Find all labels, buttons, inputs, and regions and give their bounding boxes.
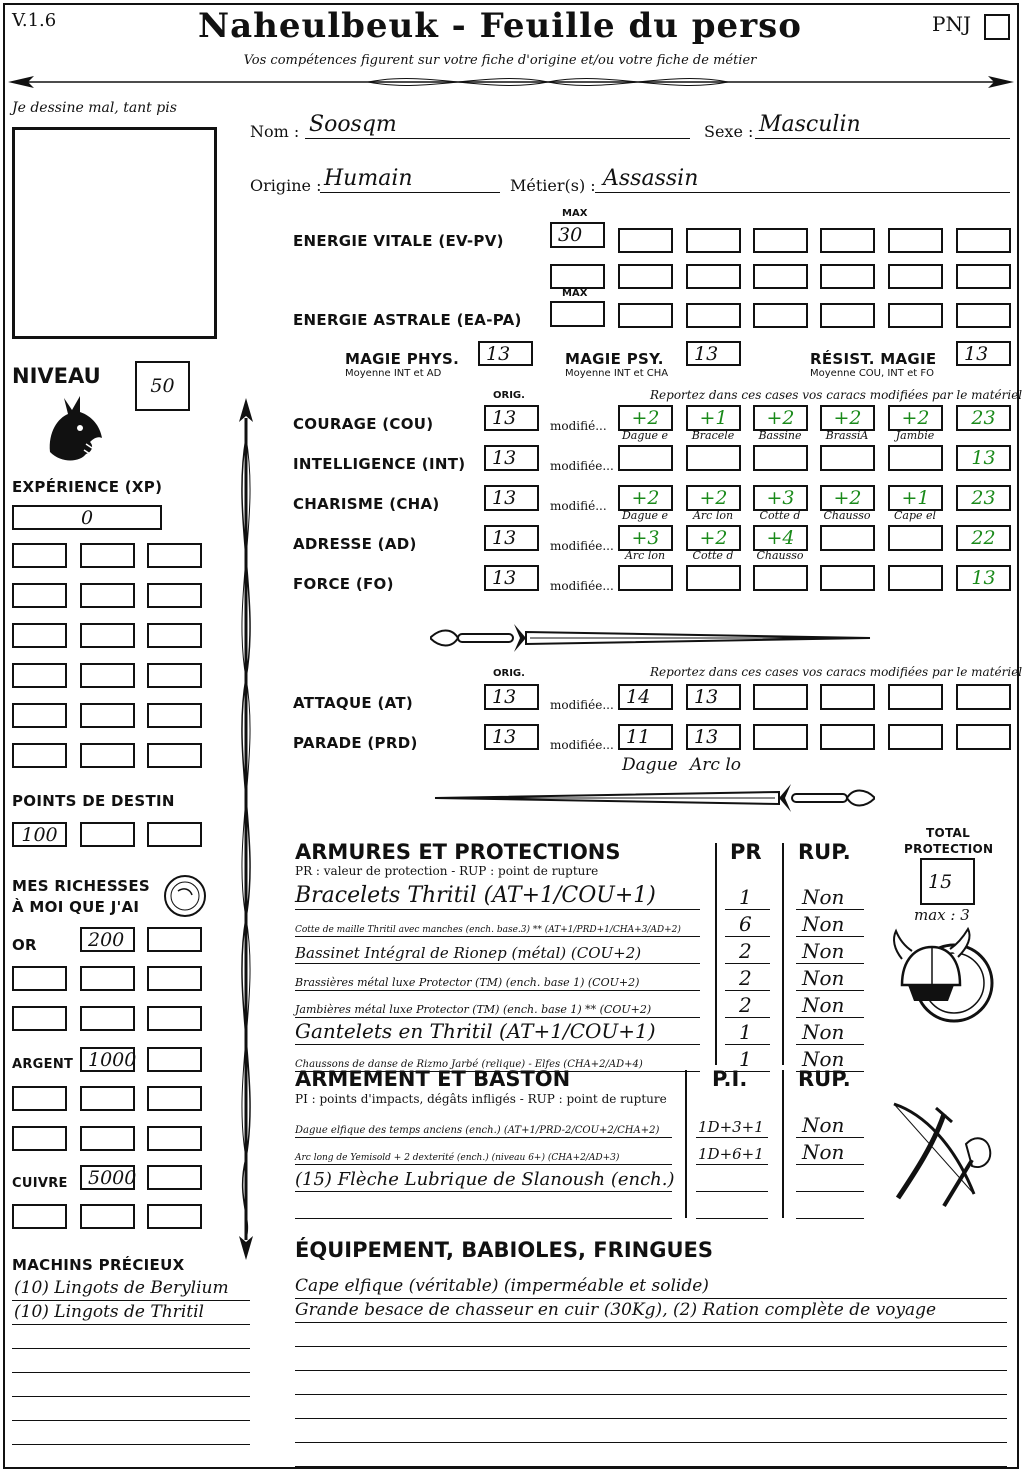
combat-mod-box-1-4[interactable]	[888, 724, 943, 750]
stat-mod-box-3-3[interactable]	[820, 525, 875, 551]
combat-mod-box-0-3[interactable]	[820, 684, 875, 710]
wealth-box-3-1[interactable]: 1000	[80, 1047, 135, 1072]
ea-track-box-1[interactable]	[618, 303, 673, 328]
stat-cap-3-2: Chausso	[756, 549, 804, 562]
destin-label: POINTS DE DESTIN	[12, 792, 175, 810]
weapon-pi-3[interactable]	[696, 1193, 768, 1219]
total-protection-label-1: TOTAL	[926, 826, 971, 840]
xp-box-0-0[interactable]	[12, 543, 67, 568]
ea-max-label: MAX	[562, 288, 588, 299]
armement-pi-header: P.I.	[712, 1067, 748, 1091]
combat-mod-box-1-1[interactable]: 13	[686, 724, 741, 750]
coin-icon	[162, 873, 208, 919]
pnj-checkbox[interactable]	[984, 14, 1010, 40]
stat-mod-box-4-0[interactable]	[618, 565, 673, 591]
stat-cap-3-0: Arc lon	[624, 549, 666, 562]
sword-icon	[430, 618, 880, 660]
ea-label: ENERGIE ASTRALE (EA-PA)	[293, 311, 522, 329]
xp-box-0-1[interactable]	[80, 543, 135, 568]
xp-box-4-0[interactable]	[12, 703, 67, 728]
stat-cap-2-3: Chausso	[823, 509, 871, 522]
stat-mod-label-1: modifiée...	[550, 459, 614, 473]
combat-report-note: Reportez dans ces cases vos caracs modifiées par le matériel	[650, 665, 1023, 679]
stat-mod-box-1-3[interactable]	[820, 445, 875, 471]
precious-line-2[interactable]	[12, 1326, 250, 1349]
armor-row-2[interactable]: Bassinet Intégral de Rionep (métal) (COU+2)	[295, 938, 700, 964]
ea-track-box-4[interactable]	[820, 303, 875, 328]
magie-phys-label: MAGIE PHYS.	[345, 350, 460, 368]
wealth-box-7-2[interactable]	[147, 1204, 202, 1229]
wealth-box-3-2[interactable]	[147, 1047, 202, 1072]
precious-line-1[interactable]: (10) Lingots de Thritil	[12, 1302, 250, 1325]
magie-psy-sub: Moyenne INT et CHA	[565, 368, 669, 379]
richesses-label-1: MES RICHESSES	[12, 877, 151, 895]
sexe-label: Sexe :	[704, 122, 754, 141]
destin-box-2[interactable]	[80, 822, 135, 847]
xp-box-5-0[interactable]	[12, 743, 67, 768]
portrait-box[interactable]	[12, 127, 217, 339]
wealth-box-5-1[interactable]	[80, 1126, 135, 1151]
equipment-line-7[interactable]	[295, 1444, 1007, 1467]
stat-mod-box-2-4[interactable]: +1	[888, 485, 943, 511]
armor-row-1[interactable]: Cotte de maille Thritil avec manches (ench. base.3) ** (AT+1/PRD+1/CHA+3/AD+2)	[295, 911, 700, 937]
xp-box-1-0[interactable]	[12, 583, 67, 608]
armor-pr-6[interactable]: 1	[725, 1046, 770, 1072]
wealth-box-5-2[interactable]	[147, 1126, 202, 1151]
xp-box-5-2[interactable]	[147, 743, 202, 768]
stat-cap-2-0: Dague e	[621, 509, 669, 522]
ev-track2-box-1[interactable]	[618, 264, 673, 289]
precious-line-5[interactable]	[12, 1398, 250, 1421]
metier-field[interactable]: Assassin	[595, 166, 1010, 193]
armor-rup-3[interactable]: Non	[796, 965, 864, 991]
niveau-label: NIVEAU	[12, 364, 101, 388]
sexe-field[interactable]: Masculin	[755, 112, 1010, 139]
equipment-line-6[interactable]	[295, 1420, 1007, 1443]
combat-mod-box-0-2[interactable]	[753, 684, 808, 710]
ea-track-box-6[interactable]	[956, 303, 1011, 328]
weapon-pi-1[interactable]: 1D+6+1	[696, 1139, 768, 1165]
weapon-pi-2[interactable]	[696, 1166, 768, 1192]
stat-mod-box-1-1[interactable]	[686, 445, 741, 471]
page-title: Naheulbeuk - Feuille du perso	[198, 6, 802, 46]
stat-orig-4[interactable]: 13	[484, 565, 539, 591]
portrait-caption: Je dessine mal, tant pis	[12, 100, 177, 116]
armures-note: PR : valeur de protection - RUP : point de rupture	[295, 864, 599, 878]
version-label: V.1.6	[12, 10, 57, 31]
sword-icon-2	[430, 778, 875, 820]
stat-orig-0[interactable]: 13	[484, 405, 539, 431]
combat-cap-2: Arc lo	[690, 755, 741, 775]
stat-mod-box-1-0[interactable]	[618, 445, 673, 471]
ev-track2-box-3[interactable]	[753, 264, 808, 289]
stat-mod-box-0-3[interactable]: +2	[820, 405, 875, 431]
ea-track-box-2[interactable]	[686, 303, 741, 328]
equipment-line-5[interactable]	[295, 1396, 1007, 1419]
total-protection-label-2: PROTECTION	[904, 842, 994, 856]
ev-track-box-2[interactable]	[686, 228, 741, 253]
ev-track-box-5[interactable]	[888, 228, 943, 253]
page-subtitle: Vos compétences figurent sur votre fiche d'origine et/ou votre fiche de métier	[243, 53, 757, 68]
xp-box-3-0[interactable]	[12, 663, 67, 688]
armement-divider-2	[782, 1070, 784, 1218]
equipment-line-1[interactable]: Grande besace de chasseur en cuir (30Kg), (2) Ration complète de voyage	[295, 1300, 1007, 1323]
destin-box-1[interactable]: 100	[12, 822, 67, 847]
combat-orig-0[interactable]: 13	[484, 684, 539, 710]
stat-cap-0-2: Bassine	[758, 429, 802, 442]
stat-label-2: CHARISME (CHA)	[293, 495, 440, 513]
equipment-line-3[interactable]	[295, 1348, 1007, 1371]
wealth-box-2-0[interactable]	[12, 1006, 67, 1031]
stat-orig-3[interactable]: 13	[484, 525, 539, 551]
total-protection-box[interactable]: 15	[920, 858, 975, 905]
stat-orig-2[interactable]: 13	[484, 485, 539, 511]
stat-mod-box-4-2[interactable]	[753, 565, 808, 591]
armor-pr-4[interactable]: 2	[725, 992, 770, 1018]
armement-title: ARMEMENT ET BASTON	[295, 1067, 571, 1091]
ev-track2-box-5[interactable]	[888, 264, 943, 289]
combat-orig-label: ORIG.	[493, 668, 525, 679]
weapon-row-3[interactable]	[295, 1193, 672, 1219]
combat-orig-1[interactable]: 13	[484, 724, 539, 750]
ev-label: ENERGIE VITALE (EV-PV)	[293, 232, 504, 250]
xp-box-1-1[interactable]	[80, 583, 135, 608]
wealth-box-4-1[interactable]	[80, 1086, 135, 1111]
stat-mod-label-4: modifiée...	[550, 579, 614, 593]
max-note: max : 3	[914, 906, 970, 924]
weapon-pi-0[interactable]: 1D+3+1	[696, 1112, 768, 1138]
stat-mod-box-1-4[interactable]	[888, 445, 943, 471]
combat-mod-label-0: modifiée...	[550, 698, 614, 712]
magie-phys-box[interactable]: 13	[478, 341, 533, 366]
armures-rup-header: RUP.	[798, 840, 851, 864]
machins-label: MACHINS PRÉCIEUX	[12, 1256, 185, 1274]
ev-track-box-6[interactable]	[956, 228, 1011, 253]
stat-mod-box-2-0[interactable]: +2	[618, 485, 673, 511]
stat-mod-label-0: modifié...	[550, 419, 607, 433]
combat-mod-box-0-5[interactable]	[956, 684, 1011, 710]
stat-mod-label-2: modifié...	[550, 499, 607, 513]
stats-orig-label: ORIG.	[493, 390, 525, 401]
combat-mod-box-0-4[interactable]	[888, 684, 943, 710]
ev-max-box[interactable]: 30	[550, 222, 605, 248]
niveau-box[interactable]: 50	[135, 361, 190, 411]
weapon-row-1[interactable]: Arc long de Yemisold + 2 dexterité (ench.) (niveau 6+) (CHA+2/AD+3)	[295, 1139, 672, 1165]
xp-box-3-1[interactable]	[80, 663, 135, 688]
wealth-box-1-2[interactable]	[147, 966, 202, 991]
stat-mod-box-4-1[interactable]	[686, 565, 741, 591]
xp-box-2-0[interactable]	[12, 623, 67, 648]
ea-track-box-5[interactable]	[888, 303, 943, 328]
wealth-box-7-0[interactable]	[12, 1204, 67, 1229]
stat-cap-2-1: Arc lon	[692, 509, 734, 522]
combat-label-1: PARADE (PRD)	[293, 734, 418, 752]
armor-row-5[interactable]: Gantelets en Thritil (AT+1/COU+1)	[295, 1019, 700, 1045]
armures-divider-2	[782, 843, 784, 1065]
ev-track2-box-6[interactable]	[956, 264, 1011, 289]
wealth-box-2-1[interactable]	[80, 1006, 135, 1031]
resist-magie-box[interactable]: 13	[956, 341, 1011, 366]
magie-phys-sub: Moyenne INT et AD	[345, 368, 442, 379]
armor-row-4[interactable]: Jambières métal luxe Protector (TM) (ench. base 1) ** (COU+2)	[295, 992, 700, 1018]
stat-cap-0-1: Bracele	[691, 429, 735, 442]
resist-magie-label: RÉSIST. MAGIE	[810, 350, 937, 368]
stat-label-1: INTELLIGENCE (INT)	[293, 455, 466, 473]
spear-icon	[226, 398, 266, 1260]
stat-mod-box-4-5[interactable]: 13	[956, 565, 1011, 591]
combat-mod-box-1-3[interactable]	[820, 724, 875, 750]
combat-mod-box-0-0[interactable]: 14	[618, 684, 673, 710]
xp-label: EXPÉRIENCE (XP)	[12, 478, 163, 496]
armement-divider-1	[685, 1070, 687, 1218]
armor-rup-5[interactable]: Non	[796, 1019, 864, 1045]
origine-label: Origine :	[250, 176, 322, 195]
ea-max-box[interactable]	[550, 301, 605, 327]
ev-track2-box-2[interactable]	[686, 264, 741, 289]
stat-mod-box-3-4[interactable]	[888, 525, 943, 551]
stats-report-note: Reportez dans ces cases vos caracs modifiées par le matériel	[650, 388, 1023, 402]
armor-pr-3[interactable]: 2	[725, 965, 770, 991]
combat-mod-label-1: modifiée...	[550, 738, 614, 752]
weapon-rup-3[interactable]	[796, 1193, 864, 1219]
stat-cap-0-0: Dague e	[621, 429, 669, 442]
ev-track2-box-0[interactable]	[550, 264, 605, 289]
stat-label-4: FORCE (FO)	[293, 575, 394, 593]
wealth-box-0-1[interactable]: 200	[80, 927, 135, 952]
stat-mod-box-3-2[interactable]: +4	[753, 525, 808, 551]
stat-mod-box-2-5[interactable]: 23	[956, 485, 1011, 511]
weapon-row-0[interactable]: Dague elfique des temps anciens (ench.) (AT+1/PRD-2/COU+2/CHA+2)	[295, 1112, 672, 1138]
wealth-box-1-0[interactable]	[12, 966, 67, 991]
equipment-line-2[interactable]	[295, 1324, 1007, 1347]
precious-line-4[interactable]	[12, 1374, 250, 1397]
stat-cap-0-3: BrassiA	[825, 429, 869, 442]
stat-mod-box-2-2[interactable]: +3	[753, 485, 808, 511]
richesses-label-2: À MOI QUE J'AI	[12, 898, 140, 916]
weapon-row-2[interactable]: (15) Flèche Lubrique de Slanoush (ench.)	[295, 1166, 672, 1192]
armor-pr-2[interactable]: 2	[725, 938, 770, 964]
armor-rup-4[interactable]: Non	[796, 992, 864, 1018]
wealth-box-1-1[interactable]	[80, 966, 135, 991]
magie-psy-label: MAGIE PSY.	[565, 350, 664, 368]
wealth-box-6-2[interactable]	[147, 1165, 202, 1190]
armor-row-6[interactable]: Chaussons de danse de Rizmo Jarbé (relique) - Elfes (CHA+2/AD+4)	[295, 1046, 700, 1072]
xp-box-4-1[interactable]	[80, 703, 135, 728]
armor-row-0[interactable]: Bracelets Thritil (AT+1/COU+1)	[295, 884, 700, 910]
combat-mod-box-1-0[interactable]: 11	[618, 724, 673, 750]
stat-mod-box-0-1[interactable]: +1	[686, 405, 741, 431]
crossed-weapons-icon	[884, 1094, 1004, 1214]
stat-cap-0-4: Jambie	[895, 429, 935, 442]
stat-mod-box-0-2[interactable]: +2	[753, 405, 808, 431]
stat-mod-box-0-0[interactable]: +2	[618, 405, 673, 431]
weapon-rup-1[interactable]: Non	[796, 1139, 864, 1165]
wealth-box-7-1[interactable]	[80, 1204, 135, 1229]
equipment-line-0[interactable]: Cape elfique (véritable) (imperméable et solide)	[295, 1276, 1007, 1299]
stat-cap-3-1: Cotte d	[692, 549, 734, 562]
stat-label-3: ADRESSE (AD)	[293, 535, 417, 553]
ev-track-box-3[interactable]	[753, 228, 808, 253]
argent-label: ARGENT	[12, 1057, 74, 1072]
xp-box-0-2[interactable]	[147, 543, 202, 568]
combat-cap-1: Dague	[622, 755, 678, 775]
origine-field[interactable]: Humain	[320, 166, 500, 193]
wealth-box-0-2[interactable]	[147, 927, 202, 952]
ev-track-box-4[interactable]	[820, 228, 875, 253]
combat-mod-box-0-1[interactable]: 13	[686, 684, 741, 710]
armor-rup-1[interactable]: Non	[796, 911, 864, 937]
stat-mod-box-1-2[interactable]	[753, 445, 808, 471]
precious-line-7[interactable]	[12, 1446, 250, 1469]
xp-box-3-2[interactable]	[147, 663, 202, 688]
armures-pr-header: PR	[730, 840, 762, 864]
precious-line-3[interactable]	[12, 1350, 250, 1373]
helmet-shield-icon	[888, 925, 998, 1030]
stat-mod-label-3: modifiée...	[550, 539, 614, 553]
combat-label-0: ATTAQUE (AT)	[293, 694, 414, 712]
stat-mod-box-3-5[interactable]: 22	[956, 525, 1011, 551]
armor-row-3[interactable]: Brassières métal luxe Protector (TM) (ench. base 1) (COU+2)	[295, 965, 700, 991]
weapon-rup-0[interactable]: Non	[796, 1112, 864, 1138]
armement-rup-header: RUP.	[798, 1067, 851, 1091]
combat-mod-box-1-2[interactable]	[753, 724, 808, 750]
stat-orig-1[interactable]: 13	[484, 445, 539, 471]
stat-mod-box-4-4[interactable]	[888, 565, 943, 591]
equipement-title: ÉQUIPEMENT, BABIOLES, FRINGUES	[295, 1238, 713, 1262]
xp-box-2-2[interactable]	[147, 623, 202, 648]
ev-max-label: MAX	[562, 208, 588, 219]
or-label: OR	[12, 936, 37, 954]
armures-divider-1	[715, 843, 717, 1065]
stat-label-0: COURAGE (COU)	[293, 415, 434, 433]
metier-label: Métier(s) :	[510, 176, 596, 195]
xp-box[interactable]: 0	[12, 505, 162, 530]
ea-track-box-3[interactable]	[753, 303, 808, 328]
cuivre-label: CUIVRE	[12, 1176, 68, 1191]
spear-divider-icon	[8, 68, 1014, 96]
armement-note: PI : points d'impacts, dégâts infligés - RUP : point de rupture	[295, 1092, 667, 1106]
wealth-box-4-2[interactable]	[147, 1086, 202, 1111]
stat-cap-2-4: Cape el	[893, 509, 937, 522]
weapon-rup-2[interactable]	[796, 1166, 864, 1192]
stat-mod-box-0-5[interactable]: 23	[956, 405, 1011, 431]
nom-field[interactable]: Soosqm	[305, 112, 690, 139]
armor-pr-0[interactable]: 1	[725, 884, 770, 910]
xp-box-4-2[interactable]	[147, 703, 202, 728]
stat-mod-box-2-3[interactable]: +2	[820, 485, 875, 511]
destin-box-3[interactable]	[147, 822, 202, 847]
stat-mod-box-2-1[interactable]: +2	[686, 485, 741, 511]
precious-line-0[interactable]: (10) Lingots de Berylium	[12, 1278, 250, 1301]
wealth-box-6-1[interactable]: 5000	[80, 1165, 135, 1190]
ev-track2-box-4[interactable]	[820, 264, 875, 289]
wealth-box-2-2[interactable]	[147, 1006, 202, 1031]
armor-pr-1[interactable]: 6	[725, 911, 770, 937]
armor-rup-2[interactable]: Non	[796, 938, 864, 964]
magie-psy-box[interactable]: 13	[686, 341, 741, 366]
equipment-line-4[interactable]	[295, 1372, 1007, 1395]
xp-box-2-1[interactable]	[80, 623, 135, 648]
stat-mod-box-3-0[interactable]: +3	[618, 525, 673, 551]
precious-line-6[interactable]	[12, 1422, 250, 1445]
armor-pr-5[interactable]: 1	[725, 1019, 770, 1045]
ev-track-box-1[interactable]	[618, 228, 673, 253]
xp-box-1-2[interactable]	[147, 583, 202, 608]
pnj-label: PNJ	[932, 12, 971, 36]
wealth-box-4-0[interactable]	[12, 1086, 67, 1111]
stat-mod-box-4-3[interactable]	[820, 565, 875, 591]
stat-mod-box-0-4[interactable]: +2	[888, 405, 943, 431]
xp-box-5-1[interactable]	[80, 743, 135, 768]
armor-rup-6[interactable]: Non	[796, 1046, 864, 1072]
stat-mod-box-1-5[interactable]: 13	[956, 445, 1011, 471]
stat-mod-box-3-1[interactable]: +2	[686, 525, 741, 551]
armures-title: ARMURES ET PROTECTIONS	[295, 840, 621, 864]
dragon-head-icon	[40, 392, 106, 464]
combat-mod-box-1-5[interactable]	[956, 724, 1011, 750]
nom-label: Nom :	[250, 122, 300, 141]
resist-magie-sub: Moyenne COU, INT et FO	[810, 368, 934, 379]
armor-rup-0[interactable]: Non	[796, 884, 864, 910]
stat-cap-2-2: Cotte d	[759, 509, 801, 522]
wealth-box-5-0[interactable]	[12, 1126, 67, 1151]
